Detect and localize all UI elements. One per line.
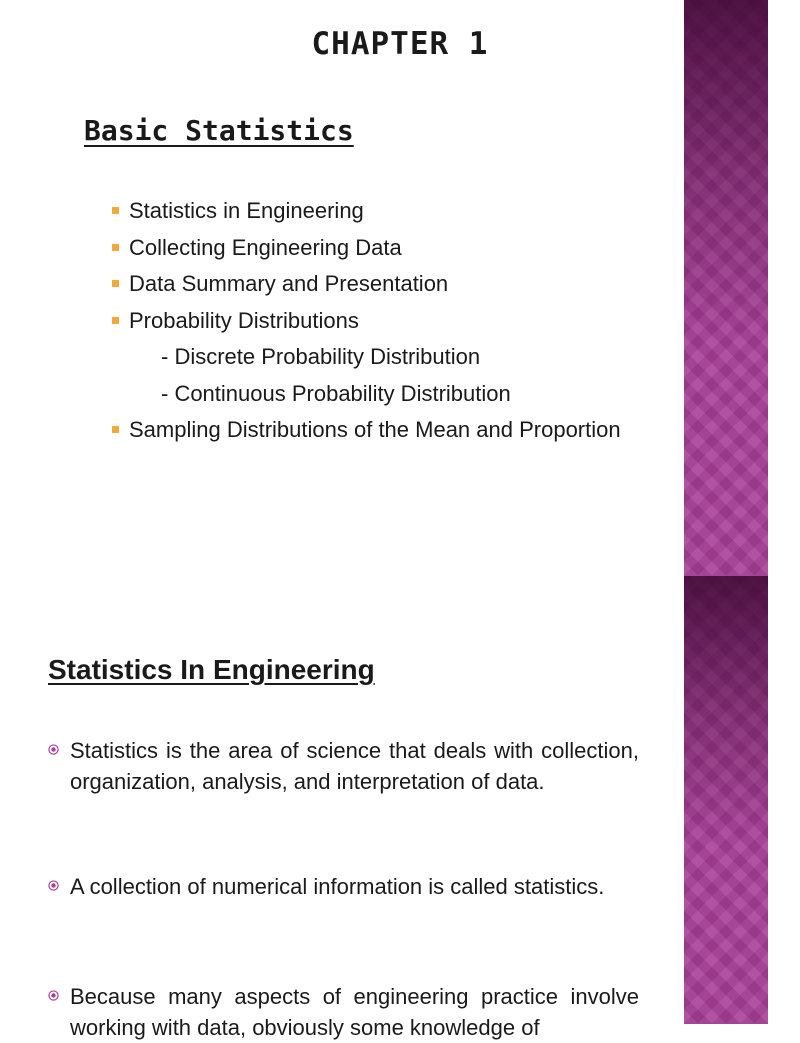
circled-dot-icon (48, 744, 59, 755)
topic-text: Data Summary and Presentation (129, 271, 449, 296)
subtopic-item (112, 341, 621, 378)
topic-text: Statistics in Engineering (129, 198, 364, 223)
decorative-side-stripe (684, 0, 768, 576)
subtopic-text: - Discrete Probability Distribution (161, 344, 481, 369)
paragraph-item (70, 735, 639, 797)
orange-square-icon (112, 207, 119, 214)
paragraph-item (70, 871, 639, 902)
section-title: Statistics In Engineering (48, 654, 375, 685)
topic-list (112, 195, 621, 451)
topic-item (112, 305, 621, 342)
circled-dot-icon (48, 880, 59, 891)
decorative-side-stripe (684, 576, 768, 1024)
chapter-title: CHAPTER 1 (311, 26, 489, 62)
topic-item (112, 232, 621, 269)
topic-item (112, 414, 621, 451)
paragraph-item (70, 981, 639, 1043)
topic-item (112, 268, 621, 305)
chapter-subtitle: Basic Statistics (84, 114, 354, 147)
orange-square-icon (112, 317, 119, 324)
subtopic-item (112, 378, 621, 415)
slide-statistics-in-engineering (0, 576, 768, 1040)
topic-item (112, 195, 621, 232)
circled-dot-icon (48, 990, 59, 1001)
paragraph-text: Statistics is the area of science that deals with collection, organization, analysis, and interpretation of data. (70, 738, 639, 794)
paragraph-text: Because many aspects of engineering practice involve working with data, obviously some knowledge of (70, 984, 639, 1040)
orange-square-icon (112, 244, 119, 251)
orange-square-icon (112, 426, 119, 433)
topic-text: Collecting Engineering Data (129, 234, 402, 260)
paragraph-text: A collection of numerical information is called statistics. (70, 874, 605, 899)
topic-text: Probability Distributions (129, 307, 359, 333)
orange-square-icon (112, 280, 119, 287)
subtopic-text: - Continuous Probability Distribution (161, 380, 511, 406)
topic-text: Sampling Distributions of the Mean and Proportion (129, 417, 621, 442)
